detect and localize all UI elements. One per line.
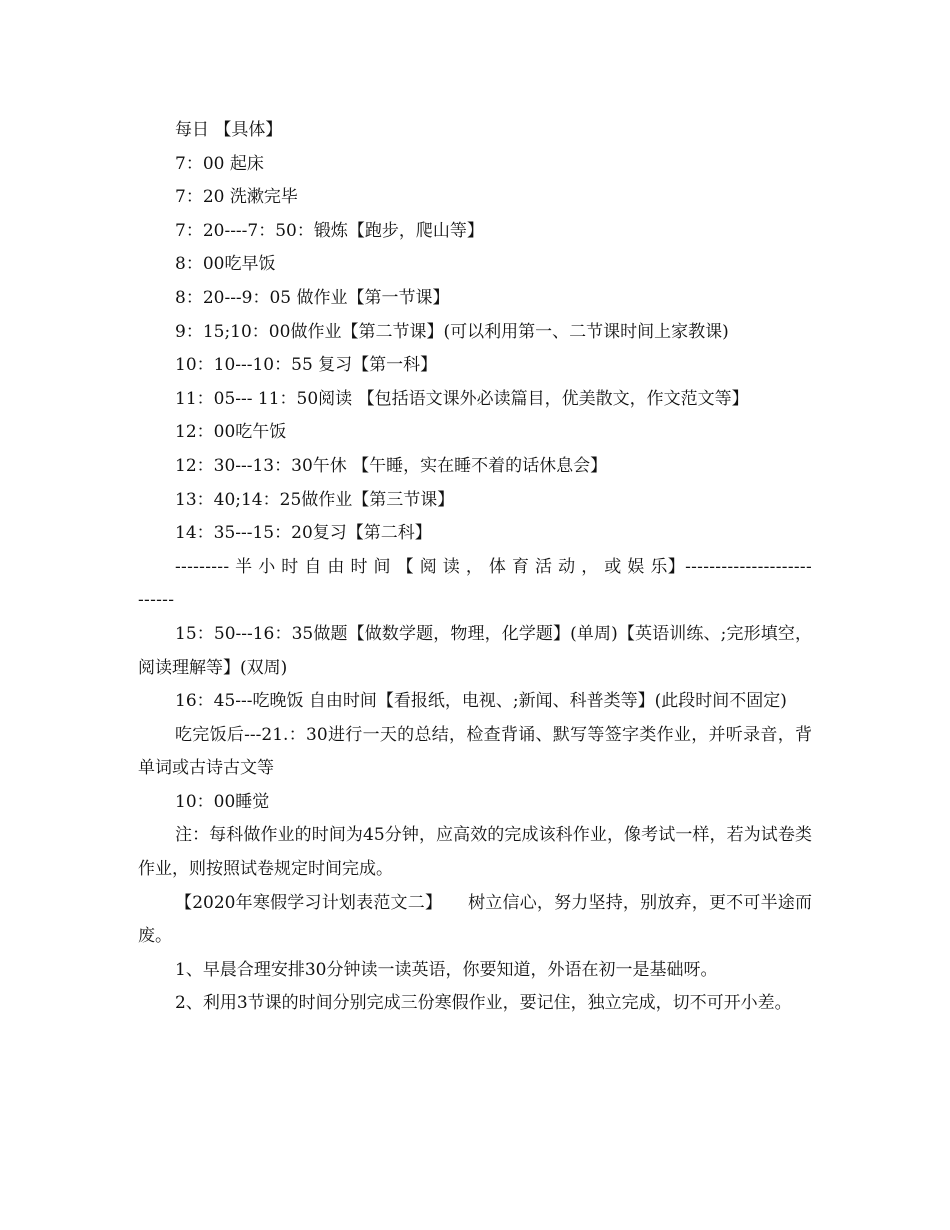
paragraph-homework-3: 13：40;14：25做作业【第三节课】	[175, 489, 455, 510]
paragraph-item-2: 2、利用3节课的时间分别完成三份寒假作业，要记住，独立完成，切不可开小差。	[175, 993, 792, 1014]
paragraph-wash: 7：20 洗漱完毕	[175, 187, 298, 208]
paragraph-free-time: --------- 半 小 时 自 由 时 间 【 阅 读 ， 体 育 活 动 ， 或 娱 乐】---------------------------	[138, 556, 812, 611]
paragraph-item-1: 1、早晨合理安排30分钟读一读英语，你要知道，外语在初一是基础呀。	[175, 959, 718, 980]
paragraph-sleep: 10：00睡觉	[175, 791, 270, 812]
paragraph-homework-2: 9：15;10：00做作业【第二节课】(可以利用第一、二节课时间上家教课)	[175, 321, 729, 342]
paragraph-exercise: 7：20----7：50：锻炼【跑步，爬山等】	[175, 220, 484, 241]
paragraph-breakfast: 8：00吃早饭	[175, 254, 276, 275]
paragraph-homework-1: 8：20---9：05 做作业【第一节课】	[175, 287, 450, 308]
paragraph-wake-up: 7：00 起床	[175, 153, 264, 174]
paragraph-review-1: 10：10---10：55 复习【第一科】	[175, 355, 438, 376]
paragraph-review-2: 14：35---15：20复习【第二科】	[175, 523, 432, 544]
paragraph-nap: 12：30---13：30午休 【午睡，实在睡不着的话休息会】	[175, 455, 608, 476]
paragraph-evening-summary: 吃完饭后---21.：30进行一天的总结，检查背诵、默写等签字类作业，并听录音，背单词或古诗古文等	[138, 724, 812, 779]
paragraph-dinner: 16：45---吃晚饭 自由时间【看报纸，电视、;新闻、科普类等】(此段时间不固定)	[175, 691, 787, 712]
paragraph-reading: 11：05--- 11：50阅读 【包括语文课外必读篇目，优美散文，作文范文等】	[175, 388, 749, 409]
paragraph-note: 注：每科做作业的时间为45分钟，应高效的完成该科作业，像考试一样，若为试卷类作业，则按照试卷规定时间完成。	[138, 825, 812, 880]
paragraph-exercises: 15：50---16：35做题【做数学题，物理，化学题】(单周)【英语训练、;完形填空，阅读理解等】(双周)	[138, 623, 812, 678]
document-body	[138, 114, 812, 1021]
paragraph-sample-two-heading: 【2020年寒假学习计划表范文二】 树立信心，努力坚持，别放弃，更不可半途而废。	[138, 892, 812, 947]
paragraph-lunch: 12：00吃午饭	[175, 422, 287, 443]
paragraph-daily-header: 每日 【具体】	[175, 120, 283, 140]
